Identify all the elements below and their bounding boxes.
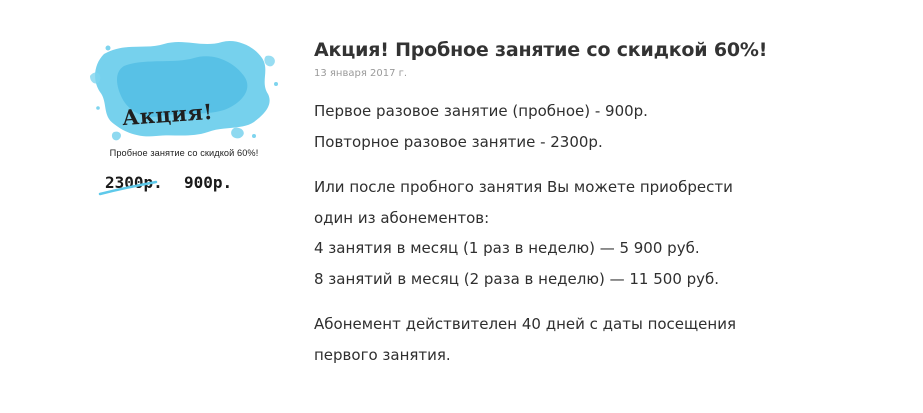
paragraph-line: Первое разовое занятие (пробное) - 900р. [314, 102, 648, 120]
paragraph-line: 8 занятий в месяц (2 раза в неделю) — 11 500 руб. [314, 269, 720, 288]
paragraph-line: Абонемент действителен 40 дней с даты посещения [314, 315, 736, 333]
article [314, 38, 904, 370]
article-headline[interactable]: Акция! Пробное занятие со скидкой 60%! [314, 39, 768, 61]
new-price: 900р. [184, 173, 233, 192]
pricing-block [314, 96, 904, 157]
paragraph-line: Или после пробного занятия Вы можете приобрести [314, 178, 733, 196]
promo-subtitle: Пробное занятие со скидкой 60%! [109, 148, 259, 158]
paragraph-line: один из абонементов: [314, 208, 490, 227]
article-date: 13 января 2017 г. [314, 68, 408, 79]
old-price: 2300р. [105, 173, 163, 192]
paragraph-line: первого занятия. [314, 345, 451, 364]
paragraph-line: Повторное разовое занятие - 2300р. [314, 132, 603, 151]
validity-block [314, 309, 904, 370]
strike-through-mark [98, 180, 158, 196]
promo-title: Акция! [121, 98, 214, 131]
paragraph-line: 4 занятия в месяц (1 раз в неделю) — 5 900 руб. [314, 239, 700, 257]
subscription-block [314, 172, 904, 294]
promo-image[interactable] [84, 36, 284, 208]
